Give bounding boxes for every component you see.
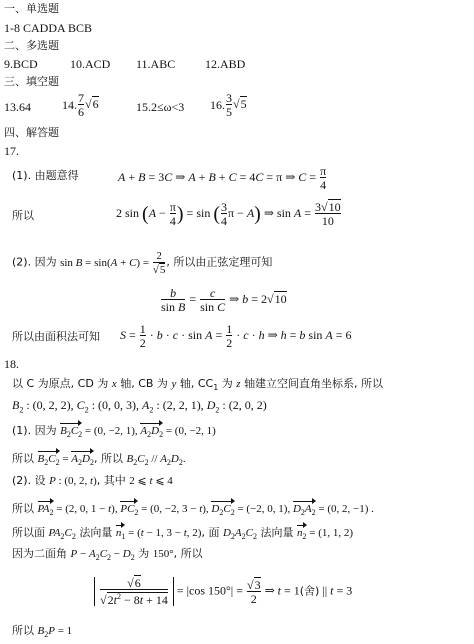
q17-part1-label: (1). 由题意得 xyxy=(12,169,79,182)
q18-final: 所以 $B_2P = 1$ xyxy=(12,624,73,640)
section-multi-choice: 二、多选题 xyxy=(4,39,59,52)
q17-area-label: 所以由面积法可知 xyxy=(12,330,100,343)
q18-coords: $B_2$ : (0, 2, 2), $C_2$ : (0, 0, 3), $A_2$ : (2, 2, 1), $D_2$ : (2, 0, 2) xyxy=(12,398,267,415)
q18-dihedral: 因为二面角 $P - A_2C_2 - D_2$ 为 150°, 所以 xyxy=(12,547,203,563)
answer-q15: 15.2≤ω<3 xyxy=(136,100,185,114)
q18-solve-eq: $\frac{√6}{√2t^2 - 8t + 14}$ = |cos 150°| = $\frac{√3}{2}$ ⇒ t = 1(舍) || t = 3 xyxy=(94,577,352,606)
section-answers: 四、解答题 xyxy=(4,126,59,139)
q18-number: 18. xyxy=(4,357,19,371)
answer-q11: 11.ABC xyxy=(136,57,176,71)
q18-part1: (1). 因为 $B_2C_2 = (0$, −2, 1), $A_2D_2 = (0$, −2, 1) xyxy=(12,424,216,442)
q17-sine-rule: $\frac{b}{\text{sin B}}$ = $\frac{c}{\text{sin C}}$ ⇒ b = 2√10 xyxy=(161,286,287,314)
answer-q10: 10.ACD xyxy=(70,57,111,71)
q17-so: 所以 xyxy=(12,209,34,222)
single-choice-answers: 1-8 CADDA BCB xyxy=(4,21,93,35)
answer-q12: 12.ABD xyxy=(205,57,246,71)
q17-eq2: 2 sin (A − $\frac{\pi}{4}$ ) = sin ( $\frac{3}{4}$ π − A) ⇒ sin A = $\frac{3√10}{10}$ xyxy=(116,200,341,228)
q17-part2-label: (2). 因为 sin B = sin(A + C) = $\frac{2}{√5}$ , 所以由正弦定理可知 xyxy=(12,250,273,276)
q17-eq1: A + B = 3C ⇒ A + B + C = 4C = π ⇒ C = $\frac{\pi}{4}$ xyxy=(118,164,327,192)
q18-parallel: 所以 $B_2C_2 = A_2D_2$, 所以 $B_2C_2 // A_2D_2$. xyxy=(12,452,186,470)
q17-area-eq: S = $\frac{1}{2}$ · b · c · sin A = $\frac{1}{2}$ · c · h ⇒ h = b sin A = 6 xyxy=(120,322,352,350)
section-single-choice: 一、单选题 xyxy=(4,2,59,15)
answer-q13: 13.64 xyxy=(4,100,31,114)
answer-q14: 14. $\frac{7}{6}$ √6 xyxy=(62,91,99,119)
q17-number: 17. xyxy=(4,144,19,158)
section-fill-blank: 三、填空题 xyxy=(4,75,59,88)
q18-part2: (2). 设 P : (0, 2, t), 其中 2 ⩽ t ⩽ 4 xyxy=(12,474,173,487)
answer-q9: 9.BCD xyxy=(4,57,38,71)
q18-vectors: 所以 $PA_2 = (2$, 0, 1 − t), $PC_2 = (0$, −2, 3 − t), $D_2C_2 = (-2$, 0, 1), $D_2A_2 = (0$, 2, −1) . xyxy=(12,502,374,520)
answer-q16: 16. $\frac{3}{5}$ √5 xyxy=(210,91,247,119)
q18-normals: 所以面 $PA_2C_2$ 法向量 $n_1 = (t - 1$, 3 − t, 2), 面 $D_2A_2C_2$ 法向量 $n_2 = (1$, 1, 2) xyxy=(12,526,353,544)
q18-setup: 以 C 为原点, CD 为 x 轴, CB 为 y 轴, $CC_1$ 为 z 轴建立空间直角坐标系, 所以 xyxy=(12,377,384,393)
